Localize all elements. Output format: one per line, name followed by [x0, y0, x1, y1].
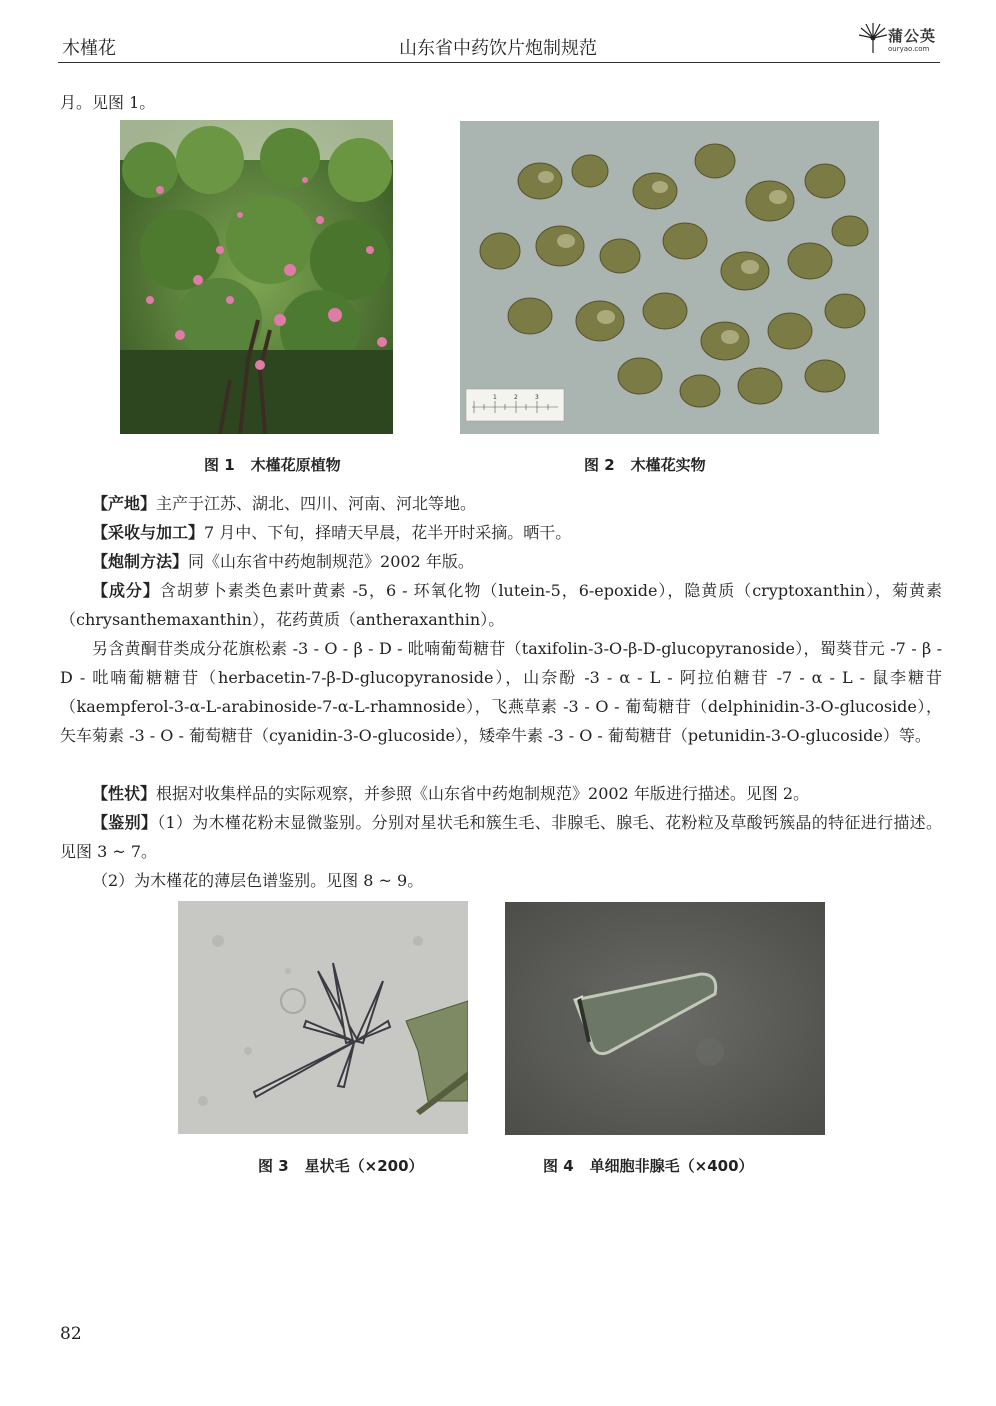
- non-glandular-hair-micrograph: [505, 902, 825, 1135]
- section-text: 根据对收集样品的实际观察，并参照《山东省中药炮制规范》2002 年版进行描述。见图 2。: [156, 784, 810, 803]
- figure-number: 图 4: [543, 1157, 574, 1175]
- book-title: 山东省中药饮片炮制规范: [399, 38, 597, 59]
- ruler-number: 1: [493, 394, 497, 401]
- section-text: 含胡萝卜素类色素叶黄素 -5，6 - 环氧化物（lutein-5，6-epoxide），隐黄质（cryptoxanthin），菊黄素（chrysanthemaxanthin），花药黄质（antheraxanthin）。: [60, 581, 942, 629]
- figure-1-caption: [204, 454, 341, 475]
- page-number: 82: [60, 1324, 82, 1344]
- section-text: （1）为木槿花粉末显微鉴别。分别对星状毛和簇生毛、非腺毛、腺毛、花粉粒及草酸钙簇晶的特征进行描述。见图 3 ~ 7。: [60, 813, 942, 861]
- section-components: [60, 576, 942, 634]
- figure-1-photo: [120, 120, 393, 434]
- section-label: 【采收与加工】: [92, 523, 205, 542]
- section-label: 【成分】: [92, 581, 160, 600]
- ruler-number: 3: [535, 394, 539, 401]
- section-text: 另含黄酮苷类成分花旗松素 -3 - O - β - D - 吡喃葡萄糖苷（taxifolin-3-O-β-D-glucopyranoside），蜀葵苷元 -7 - β - D - 吡喃葡糖糖苷（herbacetin-7-β-D-glucopyranoside），山奈酚 -3 - α - L - 阿拉伯糖苷 -7 - α - L - 鼠李糖苷（kaempferol-3-α-L-arabinoside-7-α-L-rhamnoside），飞燕草素 -3 - O - 葡萄糖苷（delphinidin-3-O-glucoside），矢车菊素 -3 - O - 葡萄糖苷（cyanidin-3-O-glucoside），矮牵牛素 -3 - O - 葡萄糖苷（petunidin-3-O-glucoside）等。: [60, 639, 942, 745]
- dried-flowers-image: [460, 121, 879, 434]
- section-properties: [60, 779, 942, 808]
- figure-title: 木槿花实物: [630, 456, 706, 474]
- section-identify: [60, 808, 942, 866]
- dandelion-icon: [858, 22, 888, 54]
- section-label: 【炮制方法】: [92, 552, 189, 571]
- ruler-number: 2: [514, 394, 518, 401]
- publisher-logo: [858, 22, 942, 58]
- section-harvest: [60, 518, 942, 547]
- section-text: 主产于江苏、湖北、四川、河南、河北等地。: [156, 494, 477, 513]
- section-origin: [60, 489, 942, 518]
- stellate-hair-micrograph: [178, 901, 468, 1134]
- header-rule: [58, 62, 940, 63]
- figure-4-caption: [543, 1155, 754, 1176]
- figure-number: 图 3: [258, 1157, 289, 1175]
- section-text: 同《山东省中药炮制规范》2002 年版。: [188, 552, 474, 571]
- figure-2-caption: [584, 454, 706, 475]
- figure-number: 图 1: [204, 456, 235, 474]
- figure-4-photo: [505, 902, 825, 1135]
- figure-title: 单细胞非腺毛（×400）: [589, 1157, 754, 1175]
- hibiscus-plant-image: [120, 120, 393, 434]
- section-components-continued: [60, 634, 942, 750]
- running-title: 木槿花: [62, 38, 116, 59]
- section-label: 【产地】: [92, 494, 157, 513]
- section-text: 7 月中、下旬，择晴天早晨，花半开时采摘。晒干。: [204, 523, 572, 542]
- figure-number: 图 2: [584, 456, 615, 474]
- figure-title: 木槿花原植物: [250, 456, 341, 474]
- section-text: （2）为木槿花的薄层色谱鉴别。见图 8 ~ 9。: [92, 871, 424, 890]
- figure-title: 星状毛（×200）: [304, 1157, 424, 1175]
- logo-url: ouryao.com: [888, 45, 930, 53]
- section-label: 【性状】: [92, 784, 157, 803]
- section-identify-continued: [60, 866, 942, 895]
- section-method: [60, 547, 942, 576]
- logo-text: 蒲公英: [888, 27, 937, 45]
- figure-3-photo: [178, 901, 468, 1134]
- intro-line: 月。见图 1。: [60, 93, 156, 112]
- section-label: 【鉴别】: [92, 813, 158, 832]
- figure-2-photo: [460, 121, 879, 434]
- figure-3-caption: [258, 1155, 424, 1176]
